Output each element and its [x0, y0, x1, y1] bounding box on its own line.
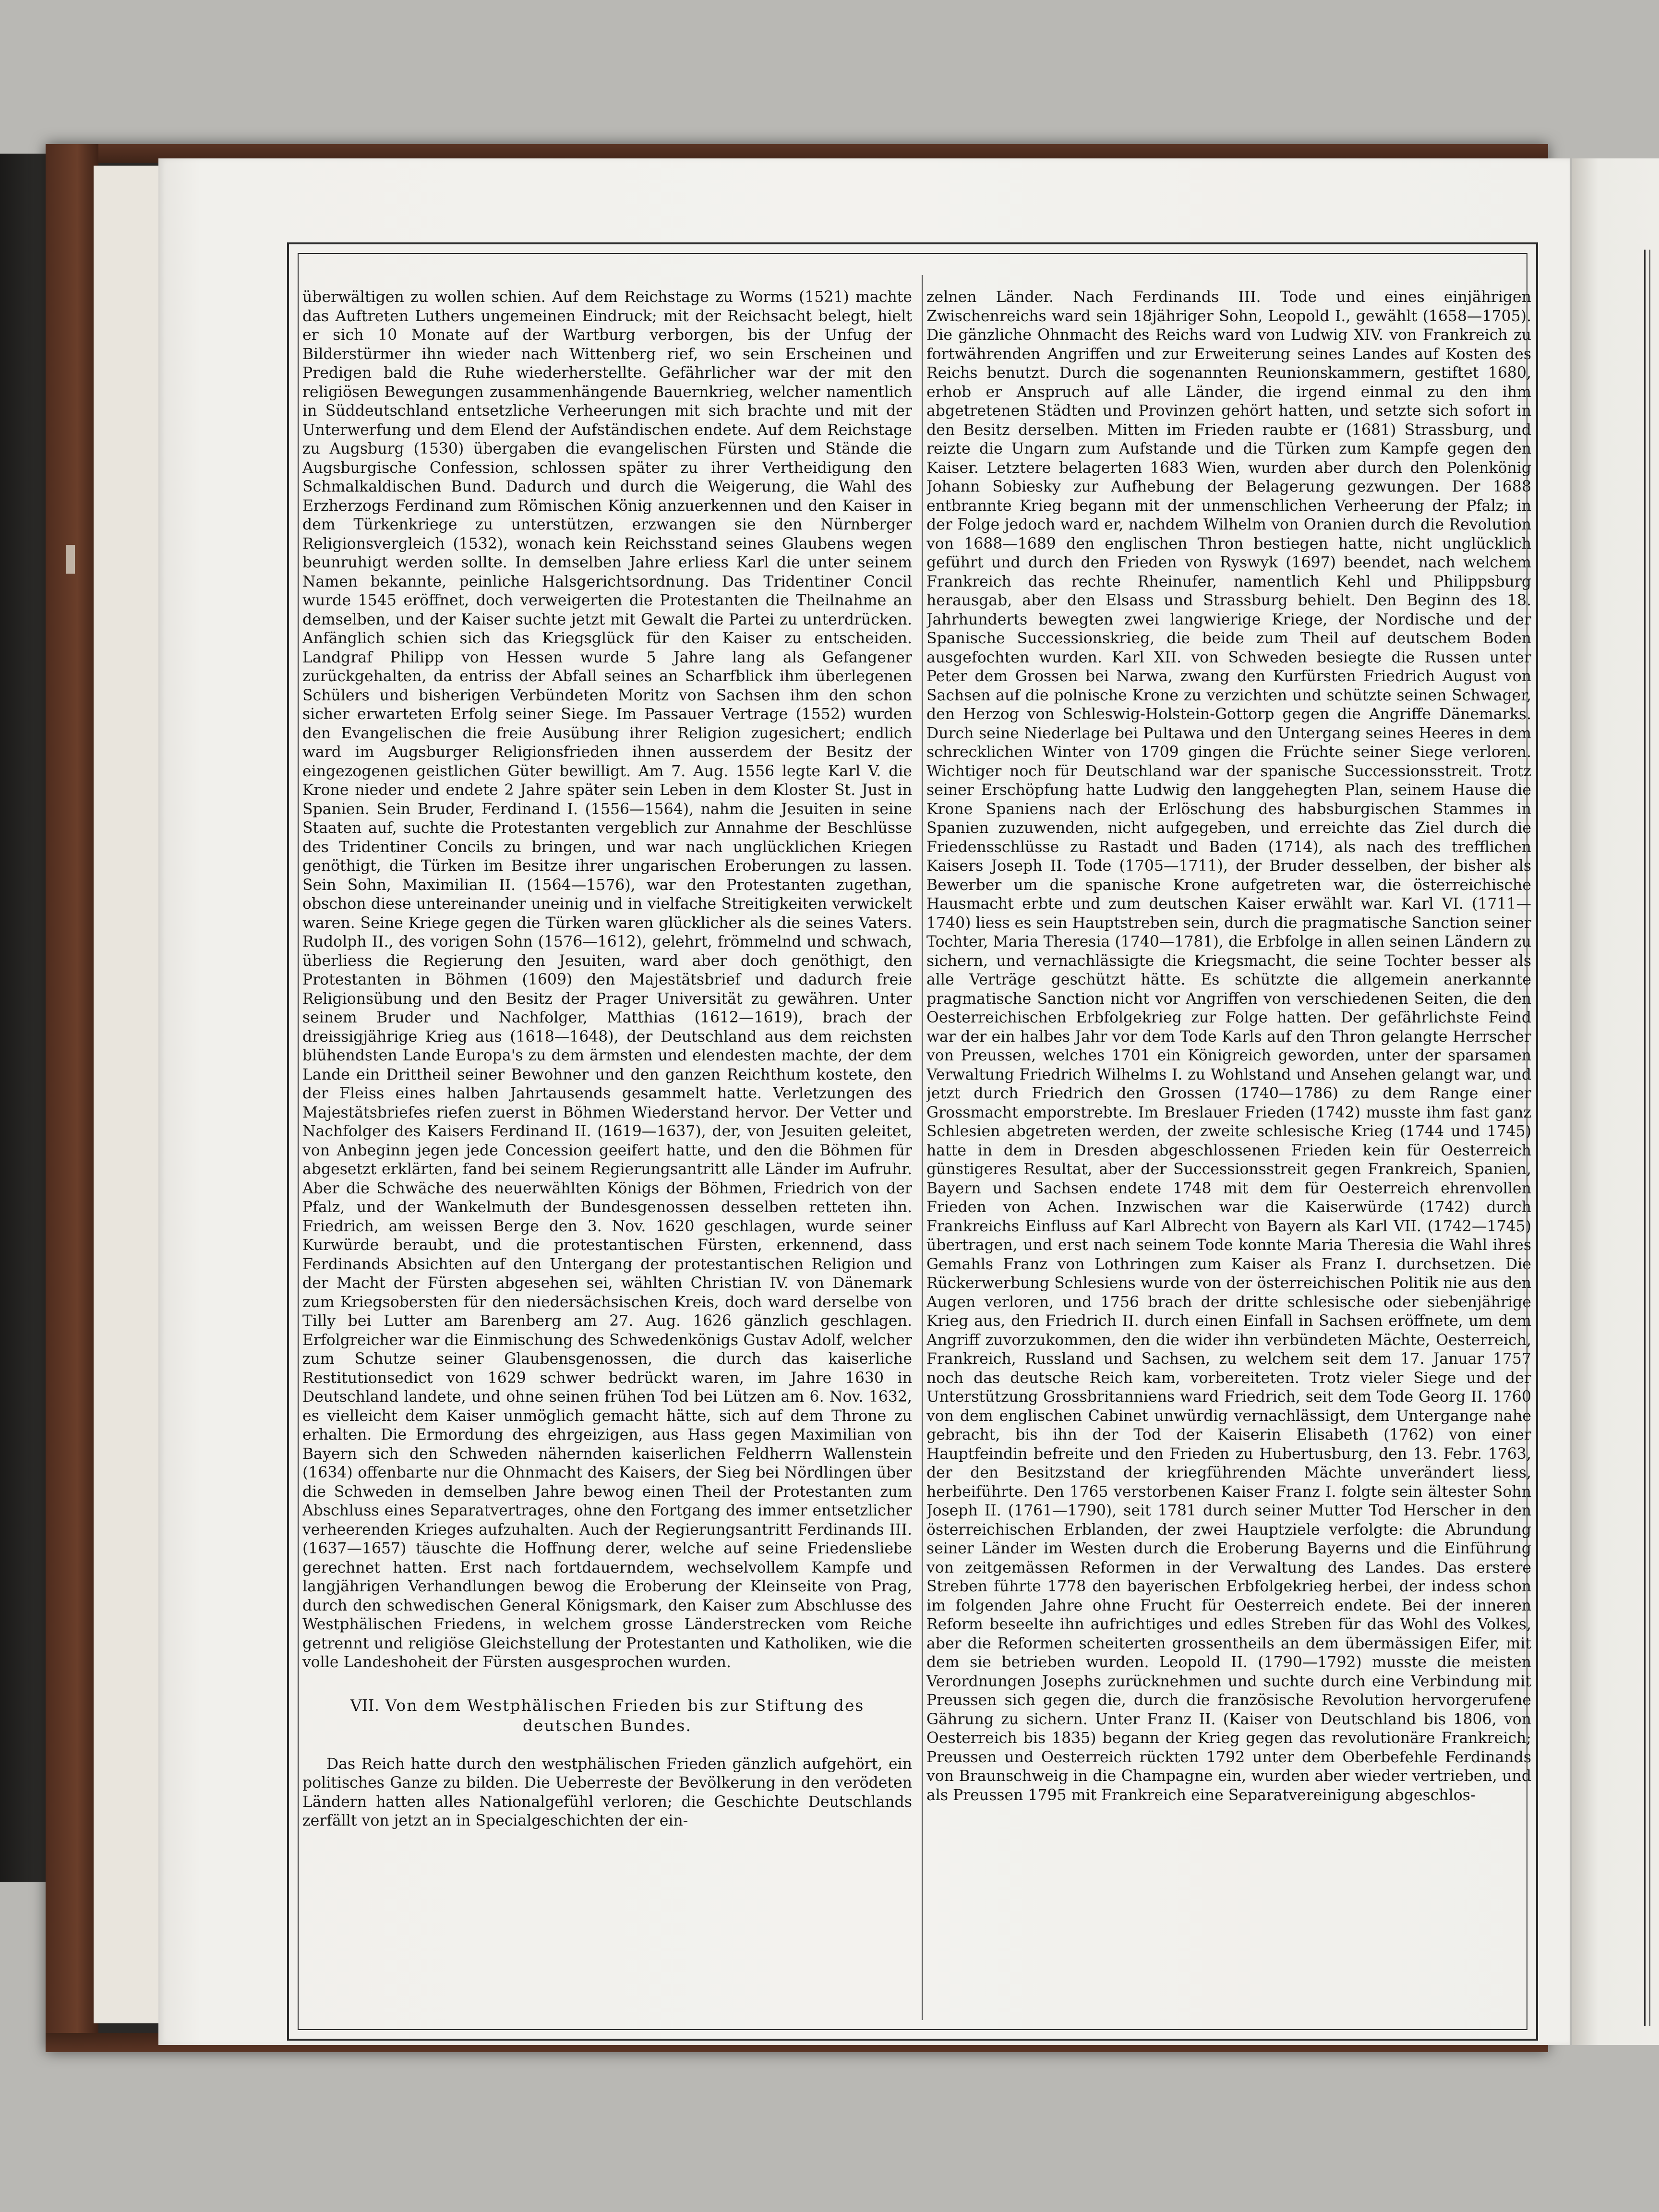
page-edge [94, 166, 123, 2023]
body-paragraph: Das Reich hatte durch den westphälischen Frieden gänzlich aufgehört, ein politisches Ganze zu bilden. Die Ueberreste der Bevölkerung in den verödeten Ländern hatten alles Nationalgefühl verloren; die Geschichte Deutschlands zerfällt von jetzt an in Specialgeschichten der ein- [302, 1755, 912, 1829]
spine-shadow [0, 154, 53, 1882]
page-edge [137, 166, 150, 2023]
spine-label-mark [66, 545, 75, 574]
section-heading [302, 1695, 912, 1736]
facing-page-edge [1572, 158, 1659, 2045]
facing-page-frame-line [1644, 250, 1650, 2026]
body-paragraph: zelnen Länder. Nach Ferdinands III. Tode und eines einjährigen Zwischenreichs ward sein 18jähriger Sohn, Leopold I., gewählt (1658—1705). Die gänzliche Ohnmacht des Reichs ward von Ludwig XIV. von Frankreich zu fortwährenden Angriffen und zur Erweiterung seines Landes auf Kosten des Reichs benutzt. Durch die sogenannten Reunionskammern, gestiftet 1680, erhob er Anspruch auf alle Länder, die irgend einmal zu den ihm abgetretenen Städten und Provinzen gehört hatten, und setzte sich sofort in den Besitz derselben. Mitten im Frieden raubte er (1681) Strassburg, und reizte die Ungarn zum Aufstande und die Türken zum Kampfe gegen den Kaiser. Letztere belagerten 1683 Wien, wurden aber durch den Polenkönig Johann Sobiesky zur Aufhebung der Belagerung gezwungen. Der 1688 entbrannte Krieg begann mit der unmenschlichen Verheerung der Pfalz; in der Folge jedoch ward er, nachdem Wilhelm von Oranien durch die Revolution von 1688—1689 den englischen Thron bestiegen hatte, nicht unglücklich geführt und durch den Frieden von Ryswyk (1697) beendet, nach welchem Frankreich das rechte Rheinufer, namentlich Kehl und Philippsburg herausgab, aber den Elsass und Strassburg behielt. Den Beginn des 18. Jahrhunderts bewegten zwei langwierige Kriege, der Nordische und der Spanische Successionskrieg, die beide zum Theil auf deutschem Boden ausgefochten wurden. Karl XII. von Schweden besiegte die Russen unter Peter dem Grossen bei Narwa, zwang den Kurfürsten Friedrich August von Sachsen auf die polnische Krone zu verzichten und schützte seinen Schwager, den Herzog von Schleswig-Holstein-Gottorp gegen die Angriffe Dänemarks. Durch seine Niederlage bei Pultawa und den Untergang seines Heeres in dem schrecklichen Winter von 1709 gingen die Früchte seiner Siege verloren. Wichtiger noch für Deutschland war der spanische Successionsstreit. Trotz seiner Erschöpfung hatte Ludwig den langgehegten Plan, seinem Hause die Krone Spaniens nach der Erlöschung des habsburgischen Stammes in Spanien zuzuwenden, nicht aufgegeben, und erreichte das Ziel durch die Friedensschlüsse zu Rastadt und Baden (1714), als nach des trefflichen Kaisers Joseph II. Tode (1705—1711), der Bruder desselben, der bisher als Bewerber um die spanische Krone aufgetreten war, die österreichische Hausmacht erbte und zum deutschen Kaiser erwählt war. Karl VI. (1711—1740) liess es sein Hauptstreben sein, durch die pragmatische Sanction seiner Tochter, Maria Theresia (1740—1781), die Erbfolge in allen seinen Ländern zu sichern, und vernachlässigte die Kriegsmacht, die seine Tochter besser als alle Verträge geschützt hätte. Es schützte die allgemein anerkannte pragmatische Sanction nicht vor Angriffen von verschiedenen Seiten, die den Oesterreichischen Erbfolgekrieg zur Folge hatten. Der gefährlichste Feind war der ein halbes Jahr vor dem Tode Karls auf den Thron gelangte Herrscher von Preussen, welches 1701 ein Königreich geworden, unter der sparsamen Verwaltung Friedrich Wilhelms I. zu Wohlstand und Ansehen gelangt war, und jetzt durch Friedrich den Grossen (1740—1786) zu dem Range einer Grossmacht emporstrebte. Im Breslauer Frieden (1742) musste ihm fast ganz Schlesien abgetreten werden, der zweite schlesische Krieg (1744 und 1745) hatte in dem in Dresden abgeschlossenen Frieden kein für Oesterreich günstigeres Resultat, aber der Successionsstreit gegen Frankreich, Spanien, Bayern und Sachsen endete 1748 mit dem für Oesterreich ehrenvollen Frieden von Achen. Inzwischen war die Kaiserwürde (1742) durch Frankreichs Einfluss auf Karl Albrecht von Bayern als Karl VII. (1742—1745) übertragen, und erst nach seinem Tode konnte Maria Theresia die Wahl ihres Gemahls Franz von Lothringen zum Kaiser als Franz I. durchsetzen. Die Rückerwerbung Schlesiens wurde von der österreichischen Politik nie aus den Augen verloren, und 1756 brach der dritte schlesische oder siebenjährige Krieg aus, den Friedrich II. durch einen Einfall in Sachsen eröffnete, um dem Angriff zuvorzukommen, den die wider ihn verbündeten Mächte, Oesterreich, Frankreich, Russland und Sachsen, zu welchem seit dem 17. Januar 1757 noch das deutsche Reich kam, vorbereiteten. Trotz vieler Siege und der Unterstützung Grossbritanniens ward Friedrich, seit dem Tode Georg II. 1760 von dem englischen Cabinet unwürdig vernachlässigt, dem Untergange nahe gebracht, bis ihn der Tod der Kaiserin Elisabeth (1762) von einer Hauptfeindin befreite und den Frieden zu Hubertusburg, den 13. Febr. 1763, der den Besitzstand der kriegführenden Mächte unverändert liess, herbeiführte. Den 1765 verstorbenen Kaiser Franz I. folgte sein ältester Sohn Joseph II. (1761—1790), seit 1781 durch seiner Mutter Tod Herscher in den österreichischen Erblanden, der zwei Hauptziele verfolgte: die Abrundung seiner Länder im Westen durch die Eroberung Bayerns und die Einführung von zeitgemässen Reformen in der Verwaltung des Landes. Das erstere Streben führte 1778 den bayerischen Erbfolgekrieg herbei, der indess schon im folgenden Jahre ohne Frucht für Oesterreich endete. Bei der inneren Reform beseelte ihn aufrichtiges und edles Streben für das Wohl des Volkes, aber die Reformen scheiterten grossentheils an dem übermässigen Eifer, mit dem sie betrieben wurden. Leopold II. (1790—1792) musste die meisten Verordnungen Josephs zurücknehmen und suchte durch eine Verbindung mit Preussen sich gegen die, durch die französische Revolution hervorgerufene Gährung zu sichern. Unter Franz II. (Kaiser von Deutschland bis 1806, von Oesterreich bis 1835) begann der Krieg gegen das revolutionäre Frankreich; Preussen und Oesterreich rückten 1792 unter dem Oberbefehle Ferdinands von Braunschweig in die Champagne ein, wurden aber wieder vertrieben, und als Preussen 1795 mit Frankreich eine Separatvereinigung abgeschlos- [926, 289, 1531, 1804]
section-title: Von dem Westphälischen Frieden bis zur Stiftung des deutschen Bundes. [385, 1695, 865, 1735]
page-edge [122, 166, 138, 2023]
column-divider [922, 275, 923, 2020]
section-number: VII. [350, 1695, 380, 1715]
body-paragraph: überwältigen zu wollen schien. Auf dem Reichstage zu Worms (1521) machte das Auftreten Luthers ungemeinen Eindruck; mit der Reichsacht belegt, hielt er sich 10 Monate auf der Wartburg verborgen, bis der Unfug der Bilderstürmer ihn wieder nach Wittenberg rief, wo sein Erscheinen und Predigen bald die Ruhe wiederherstellte. Gefährlicher war der mit den religiösen Bewegungen zusammenhängende Bauernkrieg, welcher namentlich in Süddeutschland entsetzliche Verheerungen mit sich brachte und mit der Unterwerfung und dem Elend der Aufständischen endete. Auf dem Reichstage zu Augsburg (1530) übergaben die evangelischen Fürsten und Stände die Augsburgische Confession, schlossen später zu ihrer Vertheidigung den Schmalkaldischen Bund. Dadurch und durch die Weigerung, die Wahl des Erzherzogs Ferdinand zum Römischen König anzuerkennen und den Kaiser in dem Türkenkriege zu unterstützen, erzwangen sie den Nürnberger Religionsvergleich (1532), wonach kein Reichsstand seines Glaubens wegen beunruhigt werden sollte. In demselben Jahre erliess Karl die unter seinem Namen bekannte, peinliche Halsgerichtsordnung. Das Tridentiner Concil wurde 1545 eröffnet, doch verweigerten die Protestanten die Theilnahme an demselben, und der Kaiser suchte jetzt mit Gewalt die Partei zu unterdrücken. Anfänglich schien sich das Kriegsglück für den Kaiser zu entscheiden. Landgraf Philipp von Hessen wurde 5 Jahre lang als Gefangener zurückgehalten, da entriss der Abfall seines an Scharfblick ihm überlegenen Schülers und bisherigen Verbündeten Moritz von Sachsen ihm den schon sicher erwarteten Erfolg seiner Siege. Im Passauer Vertrage (1552) wurden den Evangelischen die freie Ausübung ihrer Religion zugesichert; endlich ward im Augsburger Religionsfrieden ihnen ausserdem der Besitz der eingezogenen geistlichen Güter bewilligt. Am 7. Aug. 1556 legte Karl V. die Krone nieder und endete 2 Jahre später sein Leben in dem Kloster St. Just in Spanien. Sein Bruder, Ferdinand I. (1556—1564), nahm die Jesuiten in seine Staaten auf, suchte die Protestanten vergeblich zur Annahme der Beschlüsse des Tridentiner Concils zu bringen, und war nach unglücklichen Kriegen genöthigt, die Türken im Besitze ihrer ungarischen Eroberungen zu lassen. Sein Sohn, Maximilian II. (1564—1576), war den Protestanten zugethan, obschon diese untereinander uneinig und in vielfache Streitigkeiten verwickelt waren. Seine Kriege gegen die Türken waren glücklicher als die seines Vaters. Rudolph II., des vorigen Sohn (1576—1612), gelehrt, frömmelnd und schwach, überliess die Regierung den Jesuiten, ward aber doch genöthigt, den Protestanten in Böhmen (1609) den Majestätsbrief und dadurch freie Religionsübung und den Besitz der Prager Universität zu gewähren. Unter seinem Bruder und Nachfolger, Matthias (1612—1619), brach der dreissigjährige Krieg aus (1618—1648), der Deutschland aus dem reichsten blühendsten Lande Europa's zu dem ärmsten und elendesten machte, der dem Lande ein Drittheil seiner Bewohner und den ganzen Reichthum kostete, den der Fleiss eines halben Jahrtausends gesammelt hatte. Verletzungen des Majestätsbriefes riefen zuerst in Böhmen Wiederstand hervor. Der Vetter und Nachfolger des Kaisers Ferdinand II. (1619—1637), der, von Jesuiten geleitet, von Anbeginn jegen jede Concession geeifert hatte, und den die Böhmen für abgesetzt erklärten, fand bei seinem Regierungsantritt alle Länder im Aufruhr. Aber die Schwäche des neuerwählten Königs der Böhmen, Friedrich von der Pfalz, und der Wankelmuth der Bundesgenossen desselben retteten ihn. Friedrich, am weissen Berge den 3. Nov. 1620 geschlagen, wurde seiner Kurwürde beraubt, und die protestantischen Fürsten, erkennend, dass Ferdinands Absichten auf den Untergang der protestantischen Religion und der Macht der Fürsten abgesehen sei, wählten Christian IV. von Dänemark zum Kriegsobersten für den niedersächsischen Kreis, doch ward derselbe von Tilly bei Lutter am Barenberg am 27. Aug. 1626 gänzlich geschlagen. Erfolgreicher war die Einmischung des Schwedenkönigs Gustav Adolf, welcher zum Schutze seiner Glaubensgenossen, die durch das kaiserliche Restitutionsedict von 1629 schwer bedrückt waren, im Jahre 1630 in Deutschland landete, und ohne seinen frühen Tod bei Lützen am 6. Nov. 1632, es vielleicht dem Kaiser unmöglich gemacht hätte, sich auf dem Throne zu erhalten. Die Ermordung des ehrgeizigen, aus Hass gegen Maximilian von Bayern sich den Schweden nähernden kaiserlichen Feldherrn Wallenstein (1634) offenbarte nur die Ohnmacht des Kaisers, der Sieg bei Nördlingen über die Schweden in demselben Jahre bewog einen Theil der Protestanten zum Abschluss eines Separatvertrages, ohne den Fortgang des immer entsetzlicher verheerenden Krieges aufzuhalten. Auch der Regierungsantritt Ferdinands III. (1637—1657) täuschte die Hoffnung derer, welche auf seine Friedensliebe gerechnet hatten. Erst nach fortdauerndem, wechselvollem Kampfe und langjährigen Verhandlungen bewog die Eroberung der Kleinseite von Prag, durch den schwedischen General Königsmark, den Kaiser zum Abschlusse des Westphälischen Friedens, in welchem grosse Länderstrecken vom Reiche getrennt und religiöse Gleichstellung der Protestanten und Katholiken, wie die volle Landeshoheit der Fürsten ausgesprochen wurden. [302, 289, 912, 1671]
text-column-right [926, 288, 1531, 2011]
book-page [158, 158, 1570, 2045]
text-column-left [302, 288, 912, 2011]
cover-leather-spine [46, 144, 98, 2052]
